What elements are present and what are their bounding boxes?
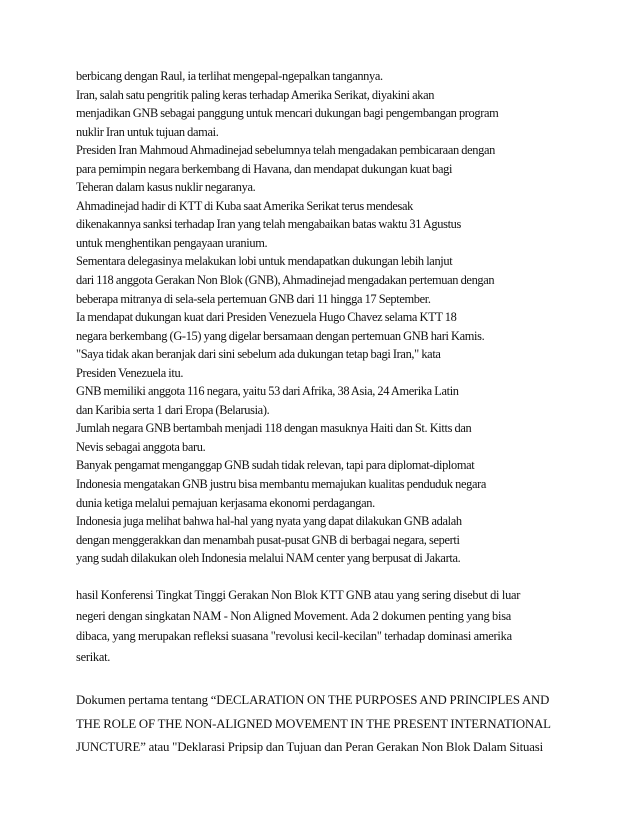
text-line: dibaca, yang merupakan refleksi suasana "revolusi kecil-kecilan" terhadap dominasi amerika	[76, 629, 512, 643]
text-line: menjadikan GNB sebagai panggung untuk mencari dukungan bagi pengembangan program	[76, 106, 499, 121]
text-line: Iran, salah satu pengritik paling keras terhadap Amerika Serikat, diyakini akan	[76, 87, 435, 102]
text-line: negara berkembang (G-15) yang digelar bersamaan dengan pertemuan GNB hari Kamis.	[76, 328, 485, 343]
text-line: Presiden Iran Mahmoud Ahmadinejad sebelumnya telah mengadakan pembicaraan dengan	[76, 143, 495, 158]
text-line: Ia mendapat dukungan kuat dari Presiden Venezuela Hugo Chavez selama KTT 18	[76, 310, 457, 325]
text-line: Jumlah negara GNB bertambah menjadi 118 dengan masuknya Haiti dan St. Kitts dan	[76, 421, 472, 436]
body-paragraph-first-document	[76, 689, 576, 760]
text-line: serikat.	[76, 649, 111, 664]
text-line: Presiden Venezuela itu.	[76, 365, 184, 380]
text-line: negeri dengan singkatan NAM - Non Aligned Movement. Ada 2 dokumen penting yang bisa	[76, 608, 512, 623]
text-line: THE ROLE OF THE NON-ALIGNED MOVEMENT IN THE PRESENT INTERNATIONAL	[76, 716, 551, 731]
text-line: dari 118 anggota Gerakan Non Blok (GNB), Ahmadinejad mengadakan pertemuan dengan	[76, 273, 495, 288]
text-line: Sementara delegasinya melakukan lobi untuk mendapatkan dukungan lebih lanjut	[76, 254, 453, 269]
text-line: Ahmadinejad hadir di KTT di Kuba saat Amerika Serikat terus mendesak	[76, 198, 414, 213]
text-line: Banyak pengamat menganggap GNB sudah tidak relevan, tapi para diplomat-diplomat	[76, 458, 475, 473]
text-line: dunia ketiga melalui pemajuan kerjasama ekonomi perdagangan.	[76, 495, 375, 510]
text-line: JUNCTURE” atau "Deklarasi Pripsip dan Tujuan dan Peran Gerakan Non Blok Dalam Situasi	[76, 740, 544, 754]
text-line: Indonesia juga melihat bahwa hal-hal yang nyata yang dapat dilakukan GNB adalah	[76, 514, 462, 529]
text-line: hasil Konferensi Tingkat Tinggi Gerakan Non Blok KTT GNB atau yang sering disebut di luar	[76, 588, 521, 602]
text-line: Indonesia mengatakan GNB justru bisa membantu memajukan kualitas penduduk negara	[76, 477, 487, 492]
text-line: yang sudah dilakukan oleh Indonesia melalui NAM center yang berpusat di Jakarta.	[76, 551, 461, 566]
text-line: dan Karibia serta 1 dari Eropa (Belarusia).	[76, 402, 270, 417]
text-line: Nevis sebagai anggota baru.	[76, 439, 206, 454]
text-line: Dokumen pertama tentang “DECLARATION ON THE PURPOSES AND PRINCIPLES AND	[76, 693, 550, 707]
text-line: para pemimpin negara berkembang di Havana, dan mendapat dukungan kuat bagi	[76, 161, 453, 176]
text-line: berbicang dengan Raul, ia terlihat mengepal-ngepalkan tangannya.	[76, 69, 383, 83]
text-line: GNB memiliki anggota 116 negara, yaitu 53 dari Afrika, 38 Asia, 24 Amerika Latin	[76, 384, 459, 399]
text-line: dikenakannya sanksi terhadap Iran yang telah mengabaikan batas waktu 31 Agustus	[76, 217, 461, 232]
text-line: untuk menghentikan pengayaan uranium.	[76, 235, 268, 250]
body-paragraph-summit-results	[76, 585, 576, 667]
body-paragraph-news	[76, 67, 576, 568]
text-line: "Saya tidak akan beranjak dari sini sebelum ada dukungan tetap bagi Iran," kata	[76, 347, 441, 362]
text-line: beberapa mitranya di sela-sela pertemuan GNB dari 11 hingga 17 September.	[76, 291, 431, 306]
text-line: dengan menggerakkan dan menambah pusat-pusat GNB di berbagai negara, seperti	[76, 532, 460, 547]
text-line: nuklir Iran untuk tujuan damai.	[76, 124, 219, 139]
text-line: Teheran dalam kasus nuklir negaranya.	[76, 180, 256, 195]
